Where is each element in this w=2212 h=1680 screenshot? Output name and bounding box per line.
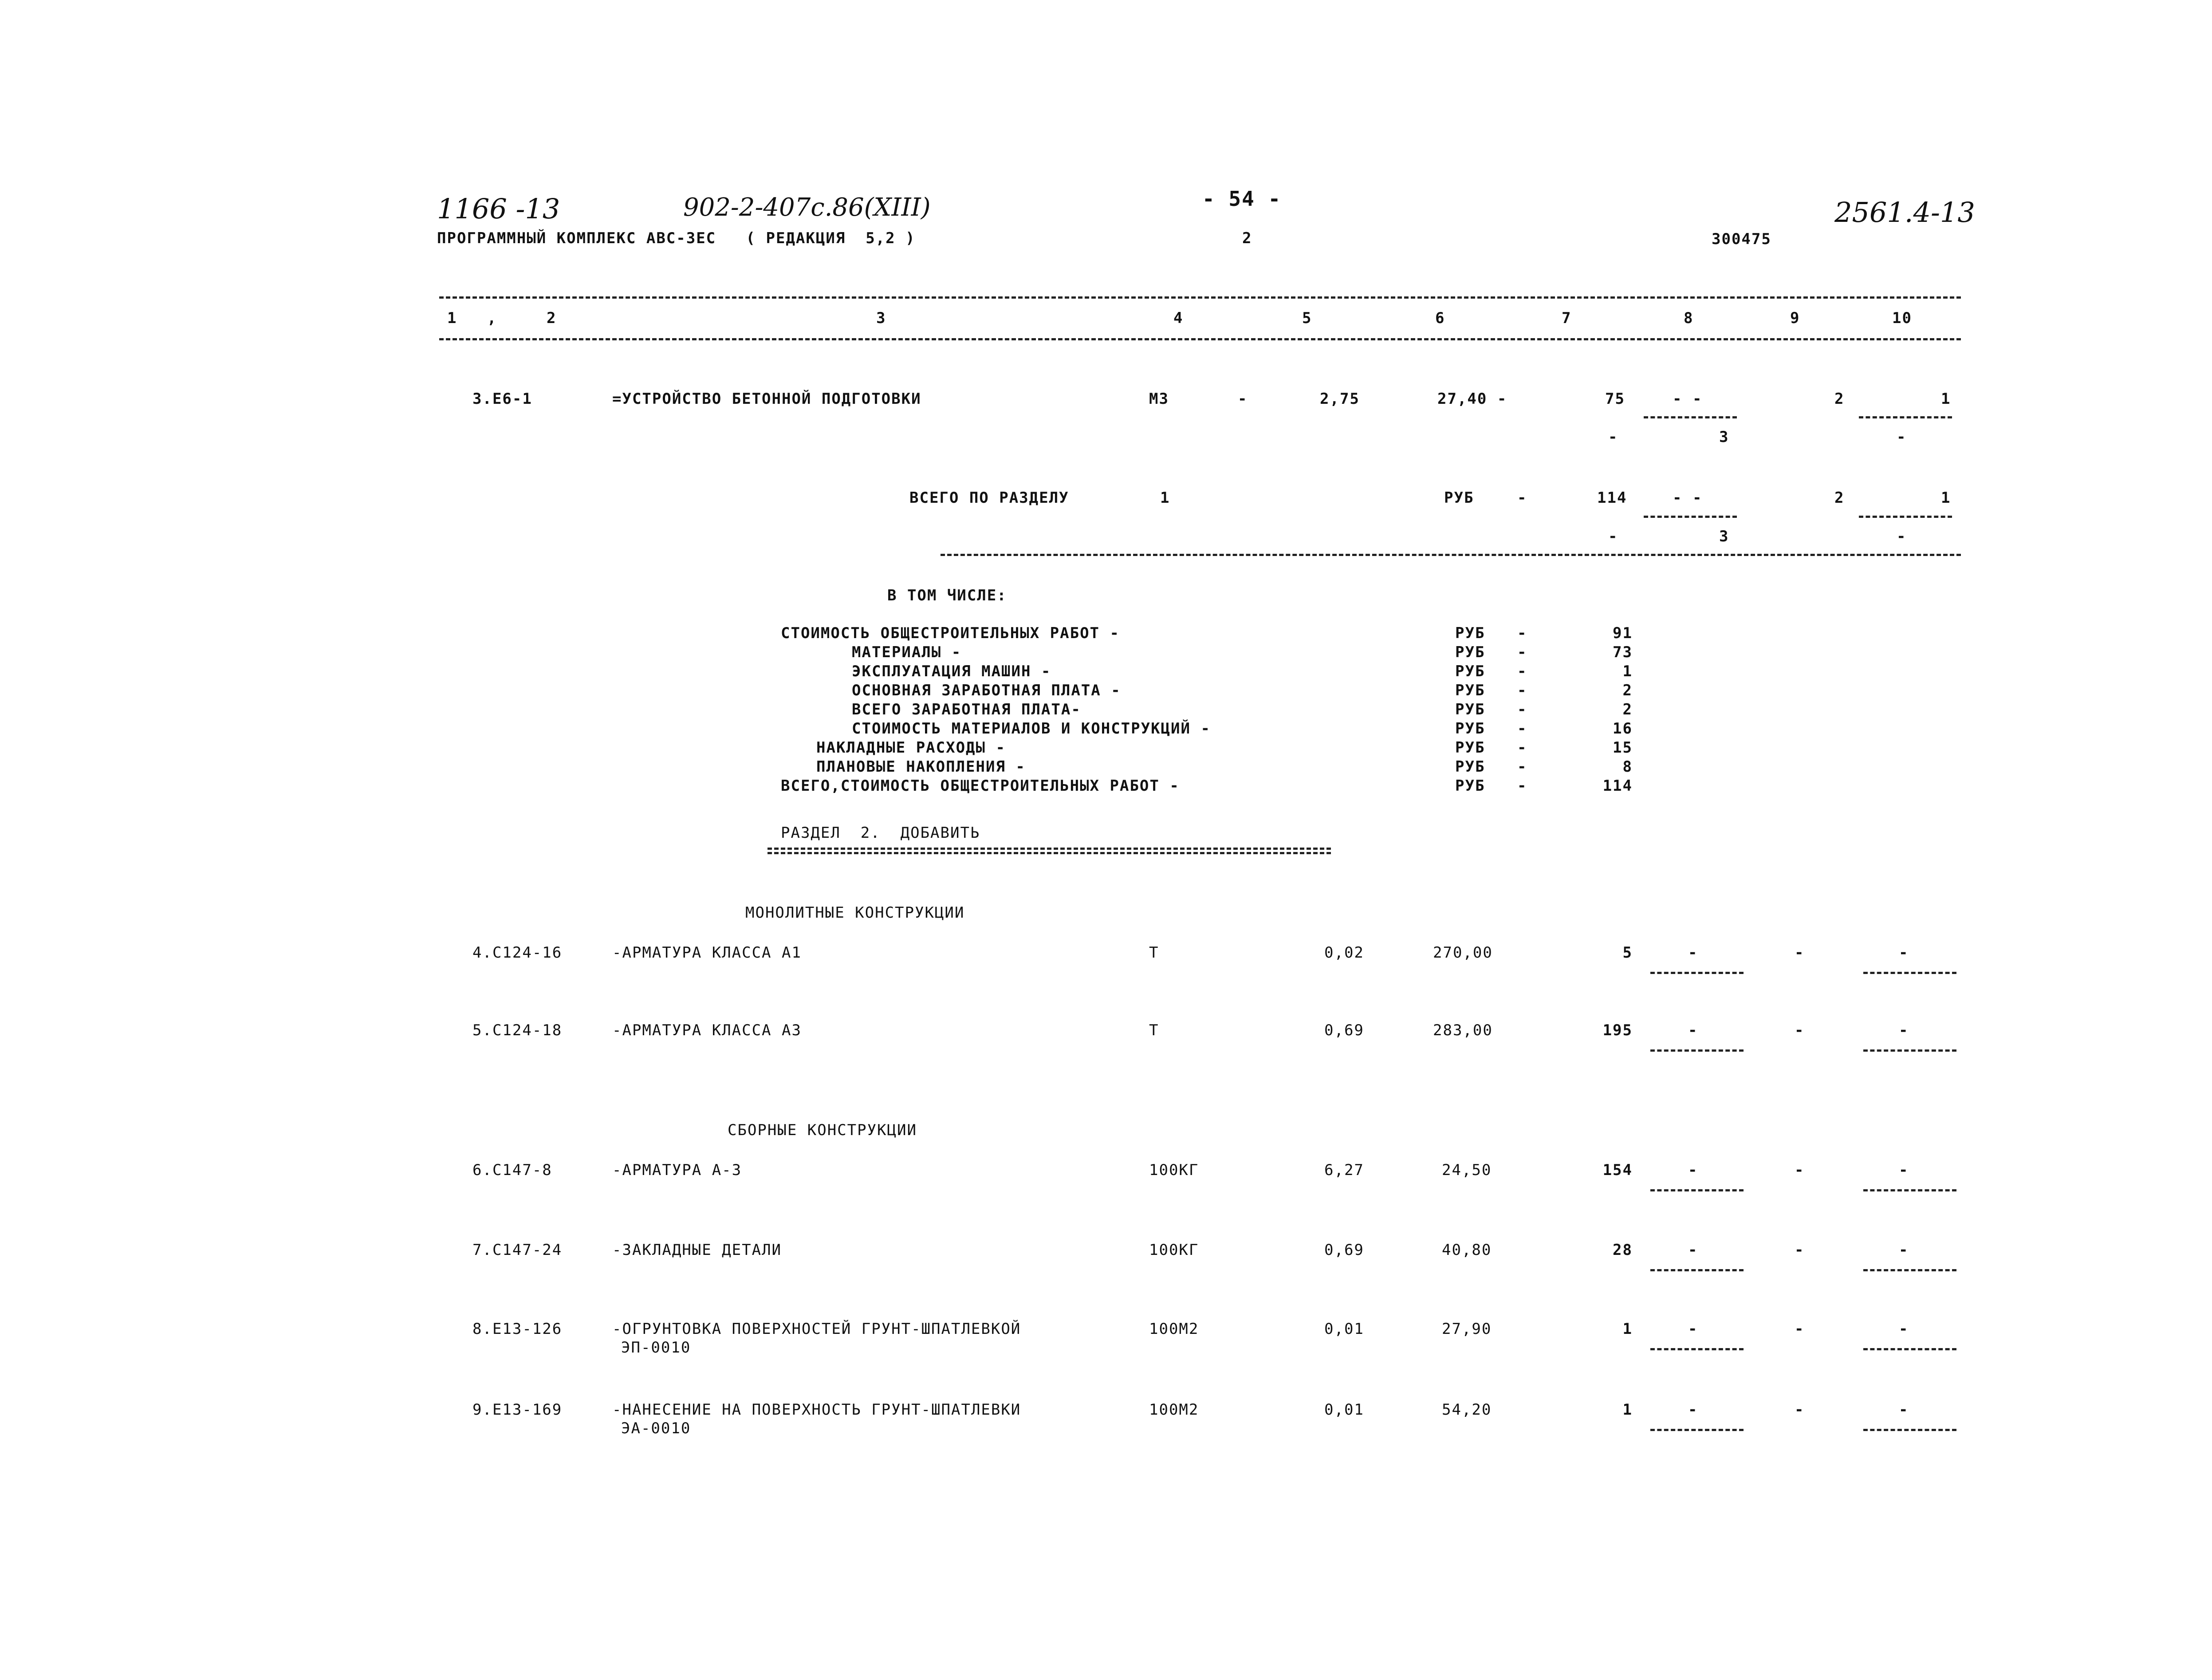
including-label-8: ВСЕГО,СТОИМОСТЬ ОБЩЕСТРОИТЕЛЬНЫХ РАБОТ - xyxy=(781,777,1180,795)
row5-col8-fraction-line xyxy=(1650,1049,1744,1052)
including-unit-3: РУБ xyxy=(1455,682,1485,699)
row5-col9: - xyxy=(1795,1021,1805,1039)
row4-col8-fraction-line xyxy=(1650,972,1744,974)
including-value-0: 91 xyxy=(1613,624,1633,642)
col-header-1: 1 xyxy=(447,309,457,327)
row4-col10-fraction-line xyxy=(1863,972,1956,974)
col-header-10: 10 xyxy=(1892,309,1912,327)
including-unit-7: РУБ xyxy=(1455,758,1485,776)
monolithic-subtitle: МОНОЛИТНЫЕ КОНСТРУКЦИИ xyxy=(745,904,965,922)
including-label-7: ПЛАНОВЫЕ НАКОПЛЕНИЯ - xyxy=(816,758,1026,776)
row8-unit: 100М2 xyxy=(1149,1320,1199,1338)
section-total-col9: 2 xyxy=(1834,489,1845,507)
including-label-3: ОСНОВНАЯ ЗАРАБОТНАЯ ПЛАТА - xyxy=(852,682,1121,699)
row6-name: -АРМАТУРА А-3 xyxy=(612,1161,742,1179)
including-dash-7: - xyxy=(1517,758,1527,776)
including-label-4: ВСЕГО ЗАРАБОТНАЯ ПЛАТА- xyxy=(852,701,1081,718)
row3-col4: - xyxy=(1238,390,1248,408)
including-unit-6: РУБ xyxy=(1455,739,1485,757)
row3-col8-bottom: 3 xyxy=(1719,428,1729,446)
row5-quantity: 0,69 xyxy=(1324,1021,1364,1039)
row3-col7-bottom: - xyxy=(1608,428,1618,446)
row8-col10-fraction-line xyxy=(1863,1348,1956,1350)
row7-col10: - xyxy=(1899,1241,1909,1259)
section2-double-rule xyxy=(768,848,1331,854)
row5-unit: Т xyxy=(1149,1021,1159,1039)
including-dash-2: - xyxy=(1517,663,1527,680)
including-unit-2: РУБ xyxy=(1455,663,1485,680)
including-value-4: 2 xyxy=(1622,701,1633,718)
col-header-9: 9 xyxy=(1790,309,1800,327)
sheet-number: 2 xyxy=(1242,229,1252,247)
col-header-3: 3 xyxy=(876,309,886,327)
row5-price: 283,00 xyxy=(1433,1021,1493,1039)
including-value-1: 73 xyxy=(1613,643,1633,661)
row3-quantity: 2,75 xyxy=(1320,390,1360,408)
including-dash-4: - xyxy=(1517,701,1527,718)
including-value-7: 8 xyxy=(1622,758,1633,776)
row8-name-continued: ЭП-0010 xyxy=(621,1339,691,1357)
row5-col10-fraction-line xyxy=(1863,1049,1956,1052)
row8-col10: - xyxy=(1899,1320,1909,1338)
header-bottom-rule xyxy=(439,338,1961,340)
header-top-rule xyxy=(439,296,1961,299)
including-label-0: СТОИМОСТЬ ОБЩЕСТРОИТЕЛЬНЫХ РАБОТ - xyxy=(781,624,1120,642)
section-total-col10-fraction-line xyxy=(1859,516,1952,518)
row7-code: 7.С147-24 xyxy=(472,1241,563,1259)
row4-col9: - xyxy=(1795,944,1805,962)
row3-code: 3.Е6-1 xyxy=(472,390,532,408)
row7-quantity: 0,69 xyxy=(1324,1241,1364,1259)
page-number: - 54 - xyxy=(1202,187,1282,211)
section2-title: РАЗДЕЛ 2. ДОБАВИТЬ xyxy=(781,824,980,842)
including-unit-0: РУБ xyxy=(1455,624,1485,642)
row8-code: 8.Е13-126 xyxy=(472,1320,563,1338)
row9-unit: 100М2 xyxy=(1149,1401,1199,1419)
row7-col8-fraction-line xyxy=(1650,1269,1744,1271)
handwritten-project-code: 902-2-407с.86(XIII) xyxy=(683,193,931,222)
including-unit-8: РУБ xyxy=(1455,777,1485,795)
including-label-2: ЭКСПЛУАТАЦИЯ МАШИН - xyxy=(852,663,1051,680)
col-header-2: 2 xyxy=(547,309,557,327)
row6-col8: - xyxy=(1688,1161,1698,1179)
row7-total: 28 xyxy=(1613,1241,1633,1259)
row6-col8-fraction-line xyxy=(1650,1189,1744,1191)
row8-quantity: 0,01 xyxy=(1324,1320,1364,1338)
row8-price: 27,90 xyxy=(1442,1320,1492,1338)
row4-quantity: 0,02 xyxy=(1324,944,1364,962)
col-header-6: 6 xyxy=(1435,309,1445,327)
row8-col8: - xyxy=(1688,1320,1698,1338)
including-dash-1: - xyxy=(1517,643,1527,661)
section-total-unit: РУБ xyxy=(1444,489,1474,507)
section-total-col10: 1 xyxy=(1941,489,1951,507)
handwritten-ref-right: 2561.4-13 xyxy=(1834,196,1975,229)
row3-unit: М3 xyxy=(1149,390,1169,408)
row3-name: =УСТРОЙСТВО БЕТОННОЙ ПОДГОТОВКИ xyxy=(612,390,921,408)
including-label-6: НАКЛАДНЫЕ РАСХОДЫ - xyxy=(816,739,1006,757)
document-number: 300475 xyxy=(1712,230,1771,248)
including-dash-8: - xyxy=(1517,777,1527,795)
row9-col10-fraction-line xyxy=(1863,1429,1956,1431)
including-dash-6: - xyxy=(1517,739,1527,757)
including-dash-5: - xyxy=(1517,720,1527,737)
row9-col9: - xyxy=(1795,1401,1805,1419)
section-total-value: 114 xyxy=(1597,489,1627,507)
row5-col8: - xyxy=(1688,1021,1698,1039)
row6-price: 24,50 xyxy=(1442,1161,1492,1179)
row4-total: 5 xyxy=(1622,944,1633,962)
row6-code: 6.С147-8 xyxy=(472,1161,552,1179)
row5-col10: - xyxy=(1899,1021,1909,1039)
section-total-count: 1 xyxy=(1160,489,1170,507)
row6-col10-fraction-line xyxy=(1863,1189,1956,1191)
section-total-label: ВСЕГО ПО РАЗДЕЛУ xyxy=(909,489,1069,507)
precast-subtitle: СБОРНЫЕ КОНСТРУКЦИИ xyxy=(728,1121,917,1139)
row9-name-continued: ЭА-0010 xyxy=(621,1420,691,1437)
row8-name: -ОГРУНТОВКА ПОВЕРХНОСТЕЙ ГРУНТ-ШПАТЛЕВКОЙ xyxy=(612,1320,1021,1338)
row8-total: 1 xyxy=(1622,1320,1633,1338)
col-header-7: 7 xyxy=(1562,309,1572,327)
row9-col8: - xyxy=(1688,1401,1698,1419)
row9-name: -НАНЕСЕНИЕ НА ПОВЕРХНОСТЬ ГРУНТ-ШПАТЛЕВКИ xyxy=(612,1401,1021,1419)
section-total-rule xyxy=(941,554,1961,556)
row4-price: 270,00 xyxy=(1433,944,1493,962)
row8-col9: - xyxy=(1795,1320,1805,1338)
including-value-3: 2 xyxy=(1622,682,1633,699)
row3-col10: 1 xyxy=(1941,390,1951,408)
row5-total: 195 xyxy=(1602,1021,1633,1039)
row4-col8: - xyxy=(1688,944,1698,962)
row9-total: 1 xyxy=(1622,1401,1633,1419)
including-dash-3: - xyxy=(1517,682,1527,699)
section-total-dash: - xyxy=(1517,489,1527,507)
including-value-8: 114 xyxy=(1602,777,1633,795)
section-total-col10-bottom: - xyxy=(1897,528,1907,545)
col-header-sep: , xyxy=(487,309,497,327)
row4-code: 4.С124-16 xyxy=(472,944,563,962)
row6-quantity: 6,27 xyxy=(1324,1161,1364,1179)
row3-col10-bottom: - xyxy=(1897,428,1907,446)
section-total-col7-bottom: - xyxy=(1608,528,1618,545)
row9-code: 9.Е13-169 xyxy=(472,1401,563,1419)
row7-col10-fraction-line xyxy=(1863,1269,1956,1271)
section-total-col8-top: - - xyxy=(1673,489,1703,507)
section-total-col8-bottom: 3 xyxy=(1719,528,1729,545)
row7-unit: 100КГ xyxy=(1149,1241,1199,1259)
including-unit-4: РУБ xyxy=(1455,701,1485,718)
including-unit-5: РУБ xyxy=(1455,720,1485,737)
program-header: ПРОГРАММНЫЙ КОМПЛЕКС АВС-3ЕС ( РЕДАКЦИЯ 5,2 ) xyxy=(437,229,916,247)
row4-name: -АРМАТУРА КЛАССА А1 xyxy=(612,944,802,962)
row6-total: 154 xyxy=(1602,1161,1633,1179)
col-header-4: 4 xyxy=(1173,309,1184,327)
row3-col9: 2 xyxy=(1834,390,1845,408)
row6-col9: - xyxy=(1795,1161,1805,1179)
row6-unit: 100КГ xyxy=(1149,1161,1199,1179)
row7-name: -ЗАКЛАДНЫЕ ДЕТАЛИ xyxy=(612,1241,782,1259)
including-dash-0: - xyxy=(1517,624,1527,642)
row8-col8-fraction-line xyxy=(1650,1348,1744,1350)
row9-col8-fraction-line xyxy=(1650,1429,1744,1431)
row9-quantity: 0,01 xyxy=(1324,1401,1364,1419)
row7-col8: - xyxy=(1688,1241,1698,1259)
including-title: В ТОМ ЧИСЛЕ: xyxy=(887,587,1007,604)
including-label-1: МАТЕРИАЛЫ - xyxy=(852,643,962,661)
including-value-5: 16 xyxy=(1613,720,1633,737)
row7-price: 40,80 xyxy=(1442,1241,1492,1259)
row3-col8-fraction-line xyxy=(1644,416,1737,418)
row9-col10: - xyxy=(1899,1401,1909,1419)
row3-price: 27,40 - xyxy=(1437,390,1507,408)
including-label-5: СТОИМОСТЬ МАТЕРИАЛОВ И КОНСТРУКЦИЙ - xyxy=(852,720,1211,737)
col-header-5: 5 xyxy=(1302,309,1312,327)
row3-col8-top: - - xyxy=(1673,390,1703,408)
handwritten-ref-left: 1166 -13 xyxy=(437,193,560,225)
row5-name: -АРМАТУРА КЛАССА А3 xyxy=(612,1021,802,1039)
including-value-6: 15 xyxy=(1613,739,1633,757)
section-total-col8-fraction-line xyxy=(1644,516,1737,518)
including-value-2: 1 xyxy=(1622,663,1633,680)
row3-col10-fraction-line xyxy=(1859,416,1952,418)
row6-col10: - xyxy=(1899,1161,1909,1179)
row5-code: 5.С124-18 xyxy=(472,1021,563,1039)
col-header-8: 8 xyxy=(1684,309,1694,327)
row7-col9: - xyxy=(1795,1241,1805,1259)
row4-col10: - xyxy=(1899,944,1909,962)
including-unit-1: РУБ xyxy=(1455,643,1485,661)
row3-total: 75 xyxy=(1605,390,1625,408)
row9-price: 54,20 xyxy=(1442,1401,1492,1419)
row4-unit: Т xyxy=(1149,944,1159,962)
